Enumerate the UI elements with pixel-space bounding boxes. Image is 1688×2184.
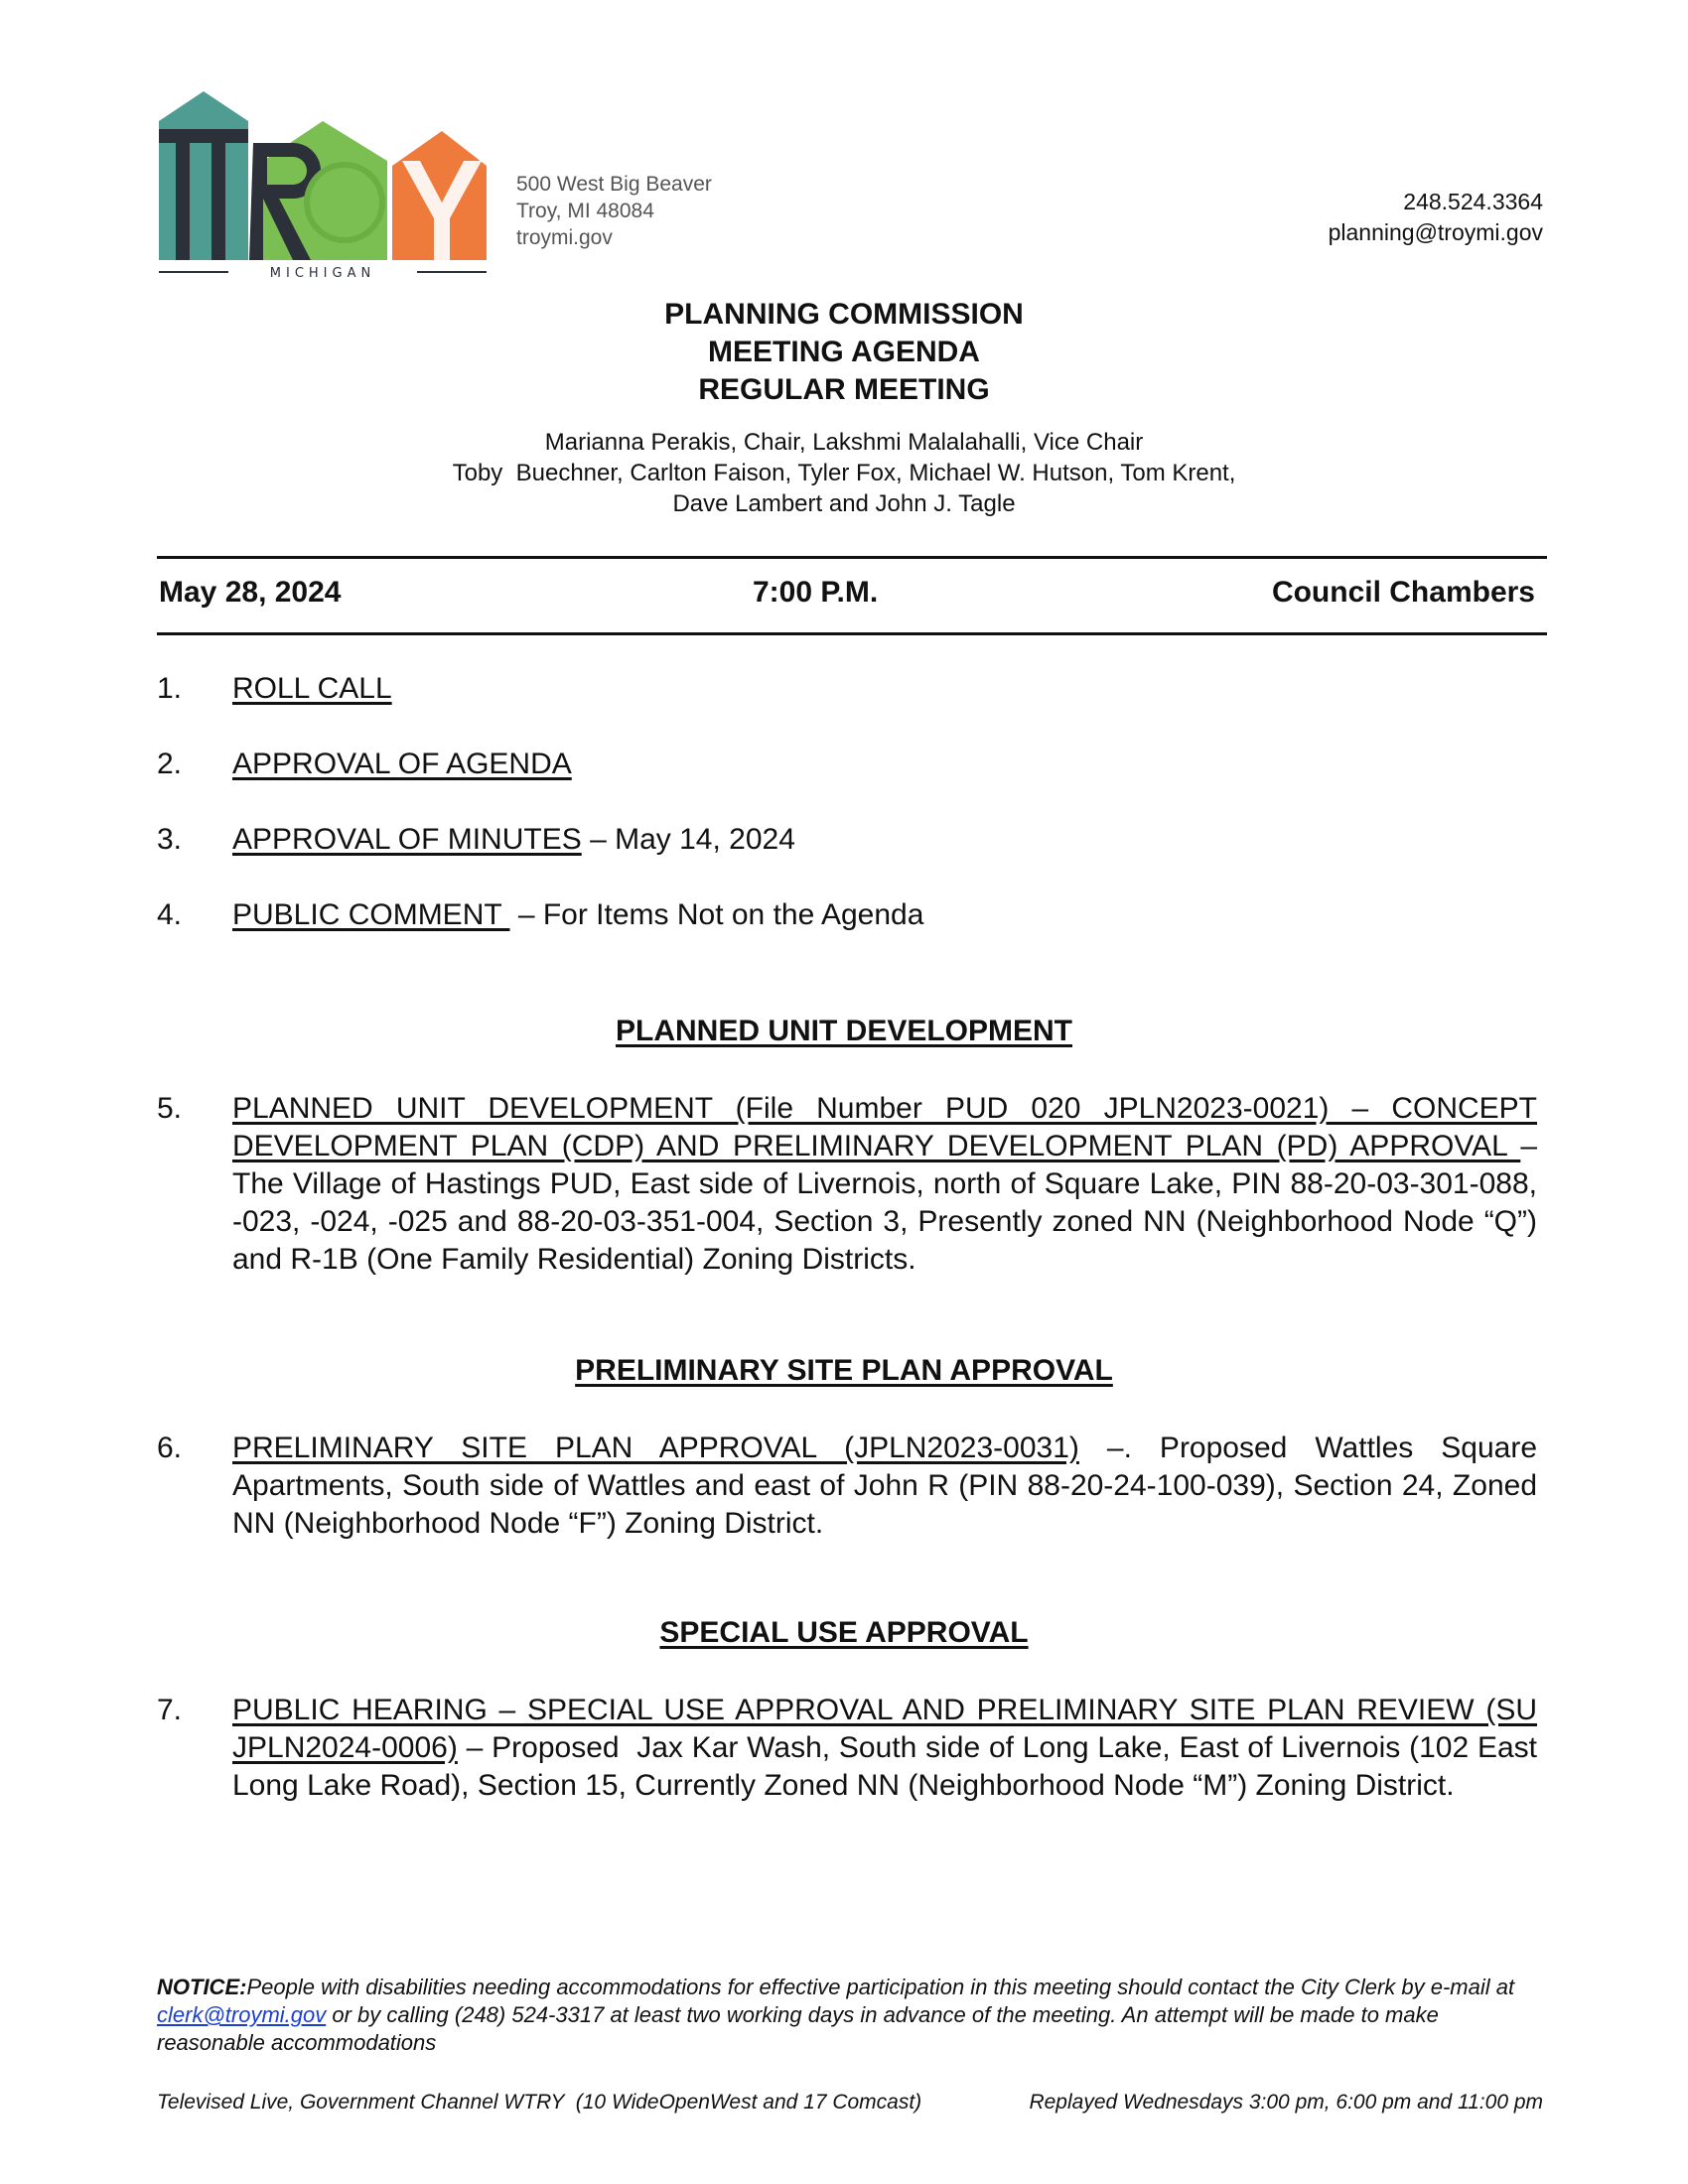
meeting-info-row — [157, 576, 1547, 615]
divider-bottom — [157, 632, 1547, 635]
item-heading: PRELIMINARY SITE PLAN APPROVAL (JPLN2023-0031) — [232, 1432, 1079, 1464]
members-line-3: Dave Lambert and John J. Tagle — [672, 490, 1016, 517]
logo-t-stem-right — [211, 129, 225, 260]
item-number: 1. — [157, 672, 183, 705]
meeting-time: 7:00 P.M. — [753, 576, 879, 609]
replay-info: Replayed Wednesdays 3:00 pm, 6:00 pm and 11:00 pm — [1029, 2091, 1543, 2114]
members-line-1: Marianna Perakis, Chair, Lakshmi Malalahalli, Vice Chair — [544, 429, 1144, 456]
item-number: 2. — [157, 748, 183, 780]
agenda-item-4 — [157, 896, 1537, 934]
item-detail: – Proposed Jax Kar Wash, South side of Long Lake, East of Livernois (102 East Long Lake Road), Section 15, Currently Zoned NN (Neighborhood Node “M”) Zoning District. — [232, 1731, 1546, 1802]
item-heading: ROLL CALL — [232, 672, 392, 705]
title-line-3: REGULAR MEETING — [698, 373, 990, 406]
title-line-2: MEETING AGENDA — [708, 336, 980, 368]
clerk-email-link[interactable]: clerk@troymi.gov — [157, 2002, 327, 2027]
address-line-2: Troy, MI 48084 — [516, 200, 654, 222]
phone-number: 248.524.3364 — [1403, 189, 1543, 214]
item-heading: PUBLIC COMMENT — [232, 898, 510, 931]
meeting-location: Council Chambers — [1271, 576, 1535, 609]
section-heading-sua: SPECIAL USE APPROVAL — [659, 1616, 1029, 1649]
commission-members — [0, 427, 1688, 519]
logo-teal-house — [159, 91, 248, 260]
members-line-2: Toby Buechner, Carlton Faison, Tyler Fox, Michael W. Hutson, Tom Krent, — [452, 460, 1236, 486]
agenda-item-6 — [157, 1430, 1537, 1543]
notice-text-before: People with disabilities needing accommodations for effective participation in this meeting should contact the City Clerk by e-mail at — [246, 1975, 1515, 1999]
troy-logo-icon — [154, 91, 492, 280]
logo-michigan-text: MICHIGAN — [269, 266, 376, 280]
broadcast-footer — [157, 2091, 1543, 2115]
item-number: 5. — [157, 1092, 183, 1125]
logo-t-bar — [159, 129, 248, 143]
agenda-title — [0, 296, 1688, 409]
item-number: 6. — [157, 1432, 183, 1464]
address-line-3: troymi.gov — [516, 226, 613, 249]
item-heading: PUBLIC HEARING – SPECIAL USE APPROVAL AND PRELIMINARY SITE PLAN REVIEW (SU JPLN2024-0006) — [232, 1694, 1537, 1764]
agenda-item-2 — [157, 746, 1537, 783]
divider-top — [157, 556, 1547, 559]
item-heading: PLANNED UNIT DEVELOPMENT (File Number PUD 020 JPLN2023-0021) – CONCEPT DEVELOPMENT PLAN (CDP) AND PRELIMINARY DEVELOPMENT PLAN (PD) APPROVAL — [232, 1092, 1537, 1162]
item-heading: APPROVAL OF MINUTES — [232, 823, 582, 856]
televised-info: Televised Live, Government Channel WTRY (10 WideOpenWest and 17 Comcast) — [157, 2091, 922, 2114]
troy-logo — [154, 91, 492, 280]
item-number: 7. — [157, 1694, 183, 1726]
agenda-item-5 — [157, 1090, 1537, 1279]
section-heading-psp: PRELIMINARY SITE PLAN APPROVAL — [575, 1354, 1113, 1387]
notice-label: NOTICE: — [157, 1975, 247, 1999]
agenda-item-1 — [157, 670, 1537, 708]
title-line-1: PLANNING COMMISSION — [664, 298, 1024, 331]
contact-block — [1329, 187, 1543, 248]
meeting-date: May 28, 2024 — [159, 576, 342, 609]
item-detail: –. Proposed Wattles Square Apartments, South side of Wattles and east of John R (PIN 88-20-24-100-039), Section 24, Zoned NN (Neighborhood Node “F”) Zoning District. — [232, 1432, 1537, 1540]
logo-t-stem-left — [176, 129, 190, 260]
contact-email[interactable]: planning@troymi.gov — [1328, 219, 1543, 245]
address-line-1: 500 West Big Beaver — [516, 173, 712, 196]
item-detail: – May 14, 2024 — [581, 823, 795, 856]
item-heading: APPROVAL OF AGENDA — [232, 748, 572, 780]
address-block — [516, 171, 712, 251]
item-number: 3. — [157, 823, 183, 856]
item-detail: – The Village of Hastings PUD, East side of Livernois, north of Square Lake, PIN 88-20-03-301-088, -023, -024, -025 and 88-20-03-351-004, Section 3, Presently zoned NN (Neighborhood Node “Q”) and R-1B (One Family Residential) Zoning Districts. — [232, 1130, 1537, 1276]
item-number: 4. — [157, 898, 183, 931]
item-detail: – For Items Not on the Agenda — [509, 898, 924, 931]
section-heading-pud: PLANNED UNIT DEVELOPMENT — [615, 1015, 1073, 1047]
accessibility-notice — [157, 1974, 1547, 2057]
agenda-item-7 — [157, 1692, 1546, 1805]
notice-text-after: or by calling (248) 524-3317 at least two working days in advance of the meeting. An attempt will be made to make reasonable accommodations — [157, 2002, 1439, 2055]
agenda-item-3 — [157, 821, 1537, 859]
